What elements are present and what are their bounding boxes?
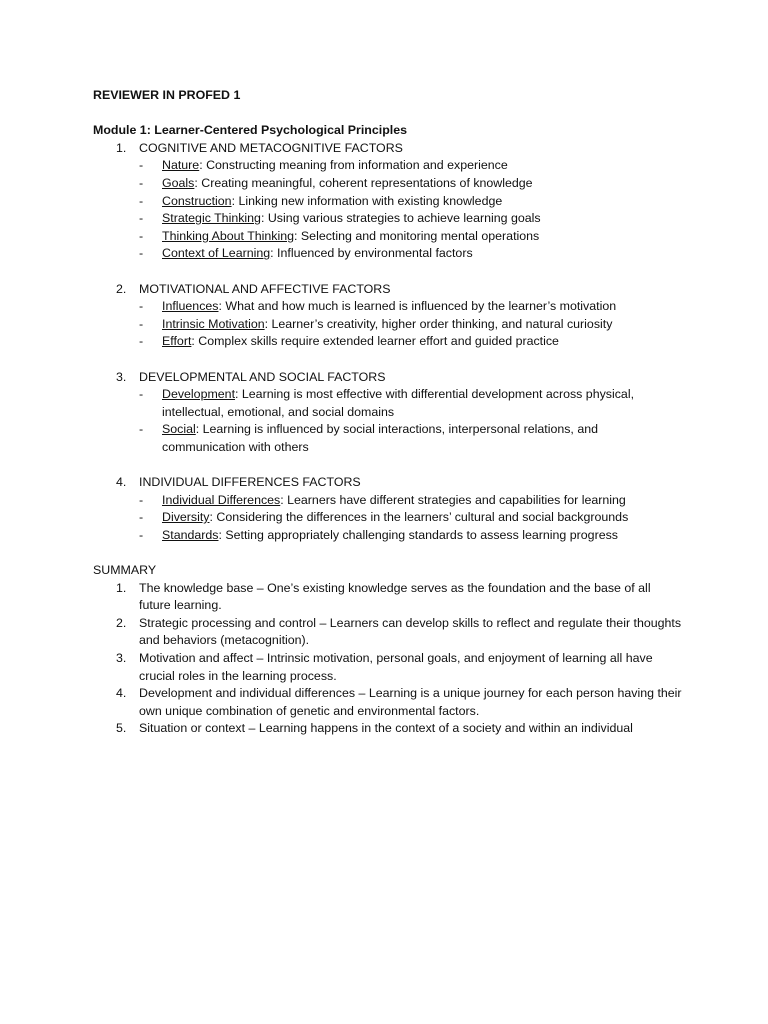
bullet-text: : Learners have different strategies and capabilities for learning <box>280 492 626 507</box>
summary-text: Strategic processing and control – Learners can develop skills to reflect and regulate their thoughts and behaviors (metacognition). <box>139 615 682 648</box>
section-number: 1. <box>116 140 127 155</box>
bullet-dash: - <box>139 211 144 226</box>
bullet-dash: - <box>139 492 144 507</box>
bullet-term: Context of Learning <box>162 246 271 261</box>
bullet-term: Influences <box>162 299 219 314</box>
bullet-term: Social <box>162 422 196 437</box>
bullet-text: : Constructing meaning from information and experience <box>199 158 508 173</box>
bullet-text: : Linking new information with existing knowledge <box>231 193 503 208</box>
bullet-text: : Considering the differences in the learners’ cultural and social backgrounds <box>209 510 629 525</box>
summary-number: 2. <box>116 615 127 630</box>
bullet-dash: - <box>139 510 144 525</box>
bullet-dash: - <box>139 422 144 437</box>
summary-text: Development and individual differences – Learning is a unique journey for each person having their own unique combination of genetic and environmental factors. <box>139 686 682 718</box>
section-number: 2. <box>116 281 127 296</box>
spacer <box>93 544 683 562</box>
summary-text: Motivation and affect – Intrinsic motivation, personal goals, and enjoyment of learning all have crucial roles in the learning process. <box>139 651 653 683</box>
document-content <box>93 87 683 738</box>
bullet-item <box>93 527 683 545</box>
section-heading-text: MOTIVATIONAL AND AFFECTIVE FACTORS <box>139 281 391 296</box>
section-heading <box>93 474 683 492</box>
bullet-text: : Influenced by environmental factors <box>270 246 473 261</box>
section-developmental <box>93 369 683 457</box>
bullet-text: : Creating meaningful, coherent representations of knowledge <box>194 175 533 190</box>
section-cognitive <box>93 140 683 263</box>
bullet-term: Individual Differences <box>162 492 281 507</box>
bullet-term: Effort <box>162 334 192 349</box>
summary-number: 4. <box>116 686 127 701</box>
bullet-term: Strategic Thinking <box>162 211 261 226</box>
summary-item <box>93 650 683 685</box>
bullet-dash: - <box>139 316 144 331</box>
bullet-term: Nature <box>162 158 200 173</box>
bullet-dash: - <box>139 175 144 190</box>
bullet-term: Construction <box>162 193 232 208</box>
bullet-term: Development <box>162 387 236 402</box>
bullet-text: : Selecting and monitoring mental operations <box>294 228 540 243</box>
summary-title: SUMMARY <box>93 563 157 578</box>
bullet-item <box>93 333 683 351</box>
bullet-item <box>93 316 683 334</box>
bullet-term: Standards <box>162 527 219 542</box>
summary-number: 1. <box>116 580 127 595</box>
bullet-text: : Complex skills require extended learner effort and guided practice <box>191 334 559 349</box>
bullet-term: Intrinsic Motivation <box>162 316 265 331</box>
section-heading <box>93 369 683 387</box>
bullet-item <box>93 386 683 421</box>
module-title: Module 1: Learner-Centered Psychological Principles <box>93 123 407 138</box>
section-heading-text: COGNITIVE AND METACOGNITIVE FACTORS <box>139 140 403 155</box>
bullet-item <box>93 175 683 193</box>
summary-text: Situation or context – Learning happens in the context of a society and within an individual <box>139 721 633 736</box>
bullet-item <box>93 157 683 175</box>
bullet-text: : Learner’s creativity, higher order thinking, and natural curiosity <box>264 316 613 331</box>
bullet-text: : Setting appropriately challenging standards to assess learning progress <box>218 527 618 542</box>
bullet-item <box>93 245 683 263</box>
summary-item <box>93 720 683 738</box>
bullet-text: : Learning is most effective with differential development across physical, intellectual, emotional, and social domains <box>162 387 635 419</box>
section-heading <box>93 281 683 299</box>
spacer <box>93 105 683 123</box>
bullet-dash: - <box>139 387 144 402</box>
bullet-dash: - <box>139 527 144 542</box>
bullet-term: Goals <box>162 175 195 190</box>
document-title: REVIEWER IN PROFED 1 <box>93 88 241 102</box>
section-number: 4. <box>116 475 127 490</box>
bullet-text: : Learning is influenced by social interactions, interpersonal relations, and communication with others <box>162 422 598 454</box>
section-heading-text: DEVELOPMENTAL AND SOCIAL FACTORS <box>139 369 386 384</box>
section-individual-differences <box>93 474 683 544</box>
section-heading-text: INDIVIDUAL DIFFERENCES FACTORS <box>139 475 361 490</box>
summary-text: The knowledge base – One’s existing knowledge serves as the foundation and the base of all future learning. <box>139 580 651 613</box>
summary-item <box>93 615 683 650</box>
bullet-item <box>93 492 683 510</box>
bullet-item <box>93 228 683 246</box>
bullet-text: : What and how much is learned is influenced by the learner’s motivation <box>218 299 617 314</box>
spacer <box>93 351 683 369</box>
bullet-dash: - <box>139 228 144 243</box>
bullet-dash: - <box>139 158 144 173</box>
bullet-dash: - <box>139 299 144 314</box>
bullet-item <box>93 298 683 316</box>
bullet-item <box>93 421 683 456</box>
bullet-item <box>93 193 683 211</box>
bullet-dash: - <box>139 246 144 261</box>
bullet-dash: - <box>139 334 144 349</box>
bullet-term: Thinking About Thinking <box>162 228 295 243</box>
bullet-item <box>93 210 683 228</box>
spacer <box>93 263 683 281</box>
spacer <box>93 456 683 474</box>
summary-item <box>93 685 683 720</box>
summary-item <box>93 580 683 615</box>
section-number: 3. <box>116 369 127 384</box>
section-heading <box>93 140 683 158</box>
bullet-item <box>93 509 683 527</box>
summary-number: 3. <box>116 651 127 665</box>
section-motivational <box>93 281 683 351</box>
bullet-term: Diversity <box>162 510 210 525</box>
bullet-text: : Using various strategies to achieve learning goals <box>260 211 541 226</box>
bullet-dash: - <box>139 193 144 208</box>
summary-number: 5. <box>116 721 127 736</box>
